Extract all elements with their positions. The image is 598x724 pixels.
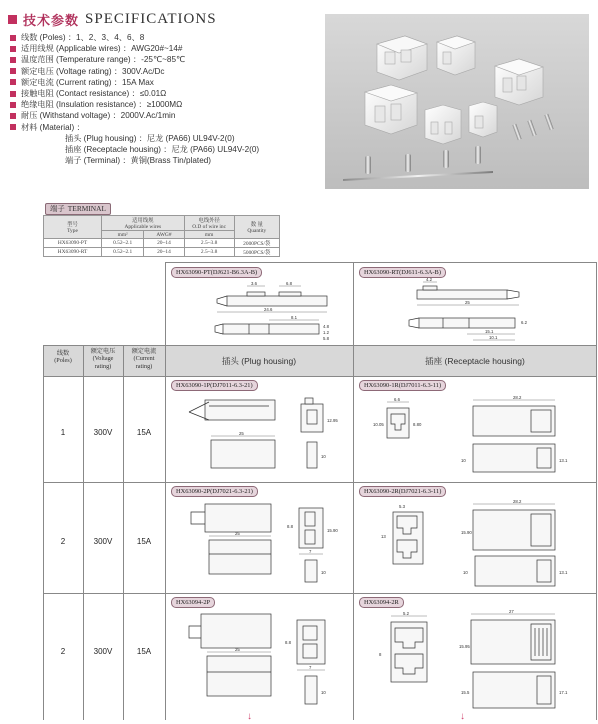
dimension-label: 7 [309, 665, 312, 670]
spec-item: 绝缘电阻 (Insulation resistance) ：≥1000MΩ [10, 99, 259, 110]
dimension-label: 10 [321, 690, 326, 695]
spec-item: 适用线规 (Applicable wires) ：AWG20#~14# [10, 43, 259, 54]
dimension-label: 15.90 [327, 528, 338, 533]
continue-arrow-icon: ↓ [247, 711, 252, 722]
dimension-label: 24.6 [264, 307, 273, 312]
spec-item: 耐压 (Withstand voltage) ：2000V.Ac/1min [10, 110, 259, 121]
plug-2p-drawing [169, 498, 351, 590]
dimension-label: 28.2 [513, 499, 522, 504]
spec-item: 材料 (Material) ： [10, 122, 259, 133]
dimension-label: 10.05 [373, 422, 384, 427]
dimension-label: 25 [465, 300, 470, 305]
material-item: 端子 (Terminal) ：黄铜(Brass Tin/plated) [65, 156, 212, 166]
model-tag: HX63090-1R(DJ7011-6.3-11) [359, 380, 446, 391]
material-item: 插座 (Receptacle housing) ：尼龙 (PA66) UL94V-2(0) [65, 144, 260, 154]
current-value: 15A [136, 647, 152, 656]
square-bullet-icon [10, 46, 16, 52]
poles-header: 线数 (Poles) [54, 350, 72, 365]
current-value: 15A [136, 428, 152, 437]
awg-header: AWG# [144, 231, 184, 239]
spec-item: 温度范围 (Temperature range) ：-25℃~85℃ [10, 54, 259, 65]
mm2-header: mm² [101, 231, 143, 239]
dimension-label: 12.95 [327, 418, 338, 423]
square-bullet-icon [10, 79, 16, 85]
dimension-label: 15.90 [461, 530, 472, 535]
receptacle-1r-drawing [363, 392, 595, 480]
receptacle-3r-drawing [363, 608, 595, 716]
dimension-label: 13.1 [559, 570, 568, 575]
spec-title-en: SPECIFICATIONS [85, 11, 217, 27]
dimension-label: 5.3 [399, 504, 405, 509]
spec-item: 线数 (Poles) ：1、2、3、4、6、8 [10, 32, 259, 43]
spec-title-cn: 技术参数 [23, 13, 80, 28]
poles-value: 2 [60, 537, 66, 546]
voltage-value: 300V [93, 428, 113, 437]
voltage-value: 300V [93, 537, 113, 546]
spec-item: 额定电流 (Current rating) ：15A Max [10, 77, 259, 88]
model-tag: HX63090-PT(DJ621-B6.3A-B) [171, 267, 262, 278]
dimension-label: 10 [321, 454, 326, 459]
connector-block [365, 85, 417, 134]
material-item: 插头 (Plug housing) ：尼龙 (PA66) UL94V-2(0) [65, 133, 235, 143]
dimension-label: 3.6 [251, 281, 257, 286]
type-header: 型号 Type [44, 216, 102, 239]
dimension-label: 13.1 [559, 458, 568, 463]
dimension-label: 15.5 [461, 690, 470, 695]
dimension-label: 8.8 [287, 524, 293, 529]
dimension-label: 25 [239, 431, 244, 436]
square-bullet-icon [10, 68, 16, 74]
dimension-label: 6.8 [286, 281, 292, 286]
dimension-label: 25 [235, 647, 240, 652]
voltage-header: 额定电压 (Voltage rating) [90, 348, 116, 370]
dimension-label: 25 [235, 531, 240, 536]
model-tag: HX63094-2P [171, 597, 215, 608]
continue-arrow-icon: ↓ [460, 711, 465, 722]
dimension-label: 6.6 [394, 397, 400, 402]
wires-header: 适用线规 Applicable wires [101, 216, 184, 231]
plug-housing-header: 插头 (Plug housing) [221, 356, 297, 366]
dimension-label: 10 [463, 570, 468, 575]
square-bullet-icon [10, 113, 16, 119]
terminal-table [43, 215, 280, 257]
dimension-label: 7 [309, 549, 312, 554]
dimension-label: 8 [379, 652, 382, 657]
voltage-value: 300V [93, 647, 113, 656]
model-tag: HX63090-RT(DJ611-6.3A-B) [359, 267, 446, 278]
dimension-label: 17.1 [559, 690, 568, 695]
dimension-label: 1.2 [323, 330, 329, 335]
dimension-label: 13 [381, 534, 386, 539]
spec-list [10, 32, 259, 166]
current-header: 额定电流 (Current rating) [131, 348, 157, 370]
spec-item: 额定电压 (Voltage rating) ：300V.Ac/Dc [10, 66, 259, 77]
model-tag: HX63094-2R [359, 597, 404, 608]
square-bullet-icon [8, 15, 17, 24]
dimension-label: 5.8 [323, 336, 329, 341]
terminal-rt-drawing [393, 278, 543, 344]
dimension-label: 5.2 [403, 611, 409, 616]
square-bullet-icon [10, 35, 16, 41]
dimension-label: 6.2 [521, 320, 527, 325]
receptacle-2r-drawing [363, 498, 595, 590]
plug-1p-drawing [169, 392, 351, 480]
current-value: 15A [136, 537, 152, 546]
model-tag: HX63090-1P(DJ7011-6.3-21) [171, 380, 258, 391]
square-bullet-icon [10, 91, 16, 97]
square-bullet-icon [10, 57, 16, 63]
dimension-label: 28.2 [513, 395, 522, 400]
square-bullet-icon [10, 124, 16, 130]
connector-block [495, 59, 543, 105]
spec-heading [8, 10, 217, 29]
dimension-label: 15.95 [459, 644, 470, 649]
table-row: HX63090-PT 0.52~2.1 20~14 2.5~3.8 2000PCS/袋 [44, 239, 280, 248]
qty-header: 数 量 Quantity [234, 216, 279, 239]
dimension-label: 4.8 [323, 324, 329, 329]
connector-block [469, 102, 497, 137]
dimension-label: 27 [509, 609, 514, 614]
dimension-label: 10 [321, 570, 326, 575]
dimension-label: 8.8 [285, 640, 291, 645]
model-tag: HX63090-2R(DJ7021-6.3-11) [359, 486, 446, 497]
receptacle-housing-header: 插座 (Receptacle housing) [425, 356, 525, 366]
od-header: 电线外径 O.D of wire inc [184, 216, 234, 231]
dimension-label: 8.80 [413, 422, 422, 427]
square-bullet-icon [10, 102, 16, 108]
product-photo [325, 14, 589, 189]
plug-3p-drawing [169, 608, 351, 716]
terminal-pt-drawing [209, 278, 339, 344]
poles-value: 2 [60, 647, 66, 656]
dimension-label: 4.2 [426, 278, 432, 282]
connector-block [425, 105, 461, 144]
model-tag: HX63090-2P(DJ7021-6.3-21) [171, 486, 258, 497]
dimension-label: 10 [461, 458, 466, 463]
od-unit-header: mm [184, 231, 234, 239]
dimension-label: 10.1 [489, 335, 498, 340]
table-row: HX63090-RT 0.52~2.1 20~14 2.5~3.8 5000PCS/袋 [44, 248, 280, 257]
connector-block [437, 36, 475, 75]
poles-value: 1 [60, 428, 66, 437]
terminal-tag: 端子 TERMINAL [45, 203, 111, 215]
spec-item: 接触电阻 (Contact resistance) ：≤0.01Ω [10, 88, 259, 99]
dimension-label: 8.1 [291, 315, 297, 320]
housing-table [43, 262, 597, 720]
dimension-label: 15.1 [485, 329, 494, 334]
